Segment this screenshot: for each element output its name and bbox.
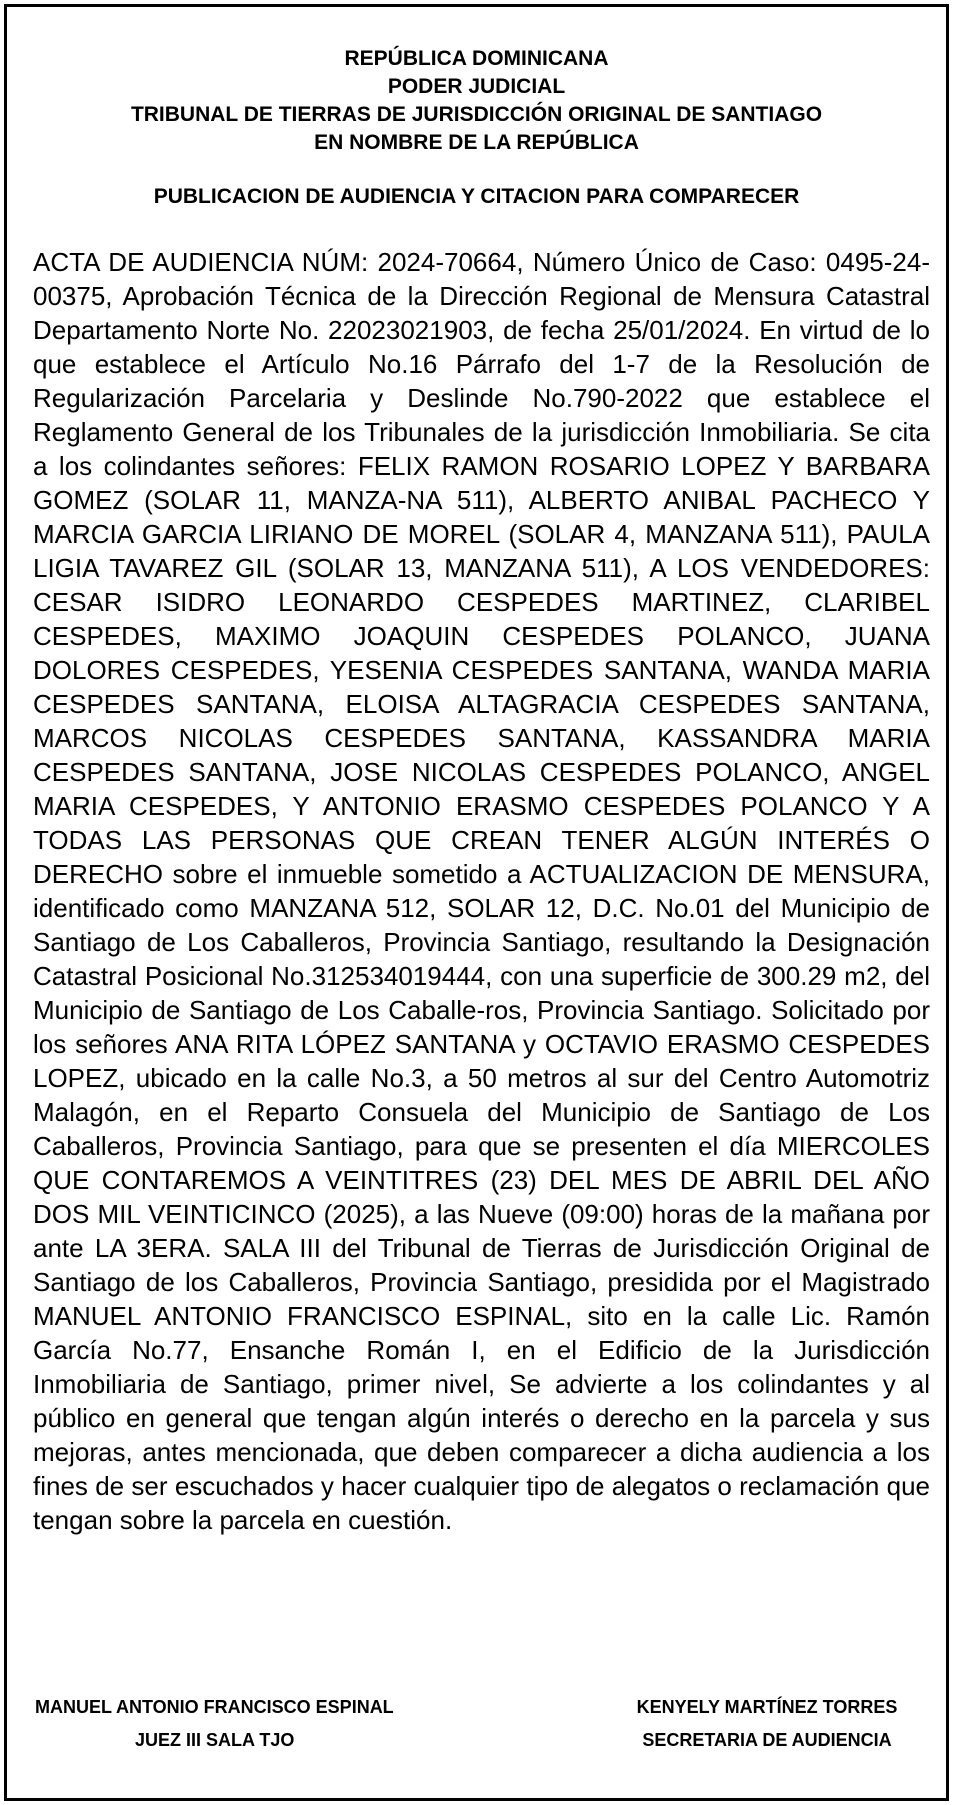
header	[7, 45, 946, 157]
notice-frame	[4, 4, 949, 1801]
signature-secretary-name: KENYELY MARTÍNEZ TORRES	[636, 1697, 898, 1717]
signature-secretary	[607, 1695, 927, 1752]
header-branch: PODER JUDICIAL	[387, 75, 566, 98]
signature-judge	[35, 1695, 455, 1752]
header-authority: EN NOMBRE DE LA REPÚBLICA	[314, 131, 639, 154]
notice-title: PUBLICACION DE AUDIENCIA Y CITACION PARA COMPARECER	[153, 185, 800, 208]
signature-judge-title: JUEZ III SALA TJO	[135, 1730, 295, 1750]
notice-body: ACTA DE AUDIENCIA NÚM: 2024-70664, Número Único de Caso: 0495-24-00375, Aprobación Técnica de la Dirección Regional de Mensura Catastral Departamento Norte No. 22023021903, de fecha 25/01/2024. En virtud de lo que establece el Artículo No.16 Párrafo del 1-7 de la Resolución de Regularización Parcelaria y Deslinde No.790-2022 que establece el Reglamento General de los Tribunales de la jurisdicción Inmobiliaria. Se cita a los colindantes señores: FELIX RAMON ROSARIO LOPEZ Y BARBARA GOMEZ (SOLAR 11, MANZA-NA 511), ALBERTO ANIBAL PACHECO Y MARCIA GARCIA LIRIANO DE MOREL (SOLAR 4, MANZANA 511), PAULA LIGIA TAVAREZ GIL (SOLAR 13, MANZANA 511), A LOS VENDEDORES: CESAR ISIDRO LEONARDO CESPEDES MARTINEZ, CLARIBEL CESPEDES, MAXIMO JOAQUIN CESPEDES POLANCO, JUANA DOLORES CESPEDES, YESENIA CESPEDES SANTANA, WANDA MARIA CESPEDES SANTANA, ELOISA ALTAGRACIA CESPEDES SANTANA, MARCOS NICOLAS CESPEDES SANTANA, KASSANDRA MARIA CESPEDES SANTANA, JOSE NICOLAS CESPEDES POLANCO, ANGEL MARIA CESPEDES, Y ANTONIO ERASMO CESPEDES POLANCO Y A TODAS LAS PERSONAS QUE CREAN TENER ALGÚN INTERÉS O DERECHO sobre el inmueble sometido a ACTUALIZACION DE MENSURA, identificado como MANZANA 512, SOLAR 12, D.C. No.01 del Municipio de Santiago de Los Caballeros, Provincia Santiago, resultando la Designación Catastral Posicional No.312534019444, con una superficie de 300.29 m2, del Municipio de Santiago de Los Caballe-ros, Provincia Santiago. Solicitado por los señores ANA RITA LÓPEZ SANTANA y OCTAVIO ERASMO CESPEDES LOPEZ, ubicado en la calle No.3, a 50 metros al sur del Centro Automotriz Malagón, en el Reparto Consuela del Municipio de Santiago de Los Caballeros, Provincia Santiago, para que se presenten el día MIERCOLES QUE CONTAREMOS A VEINTITRES (23) DEL MES DE ABRIL DEL AÑO DOS MIL VEINTICINCO (2025), a las Nueve (09:00) horas de la mañana por ante LA 3ERA. SALA III del Tribunal de Tierras de Jurisdicción Original de Santiago de los Caballeros, Provincia Santiago, presidida por el Magistrado MANUEL ANTONIO FRANCISCO ESPINAL, sito en la calle Lic. Ramón García No.77, Ensanche Román I, en el Edificio de la Jurisdicción Inmobiliaria de Santiago, primer nivel, Se advierte a los colindantes y al público en general que tengan algún interés o derecho en la parcela y sus mejoras, antes mencionada, que deben comparecer a dicha audiencia a los fines de ser escuchados y hacer cualquier tipo de alegatos o reclamación que tengan sobre la parcela en cuestión.	[33, 247, 930, 1535]
header-country: REPÚBLICA DOMINICANA	[344, 47, 609, 70]
signature-judge-name: MANUEL ANTONIO FRANCISCO ESPINAL	[35, 1697, 394, 1717]
header-court: TRIBUNAL DE TIERRAS DE JURISDICCIÓN ORIGINAL DE SANTIAGO	[130, 103, 823, 126]
signature-secretary-title: SECRETARIA DE AUDIENCIA	[642, 1730, 892, 1750]
